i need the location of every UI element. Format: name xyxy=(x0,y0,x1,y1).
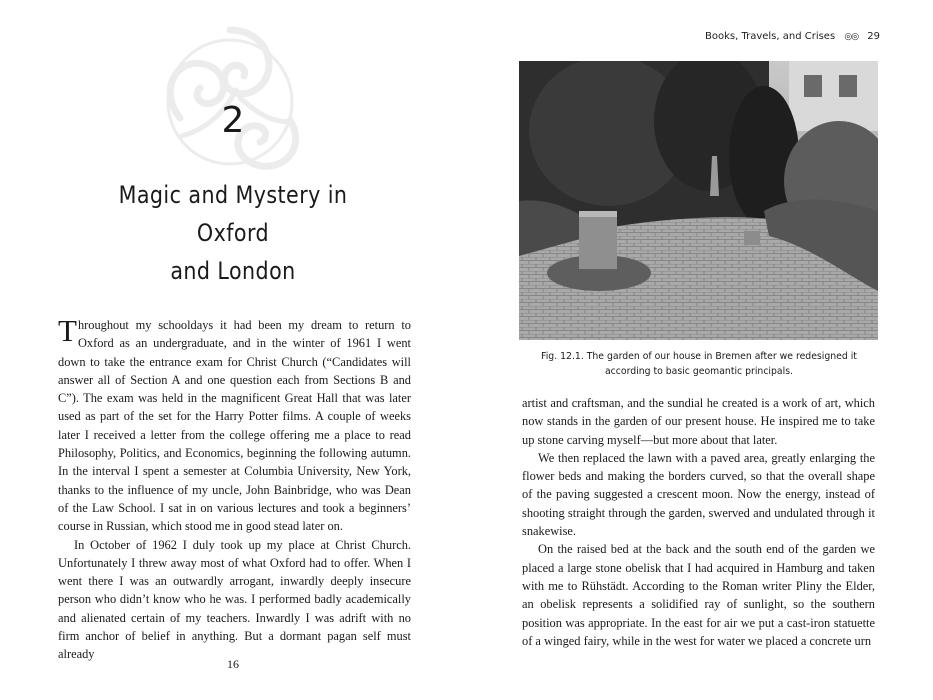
paragraph: artist and craftsman, and the sundial he created is a work of art, which now stands in the garden of our present house. He inspired me to take up stone carving myself—but more about that later. xyxy=(522,396,875,447)
spiral-ornament-icon: ◎◎ xyxy=(844,32,859,42)
chapter-title-line2: and London xyxy=(170,257,296,285)
paragraph: In October of 1962 I duly took up my place at Christ Church. Unfortunately I threw away most of what Oxford had to offer. When I went there I was an outwardly arrogant, inwardly deeply insecure person who didn’t know who he was. I performed badly academically and alienated certain of my teachers. Inwardly I was adrift with no firm anchor of belief in anything. But a dormant pagan self must already xyxy=(58,537,411,662)
caption-line1: Fig. 12.1. The garden of our house in Bremen after we redesigned it xyxy=(541,351,857,362)
page-number-right: 29 xyxy=(867,31,880,42)
right-body-text xyxy=(522,394,875,650)
garden-photo xyxy=(519,61,878,340)
paragraph-text: hroughout my schooldays it had been my dream to return to Oxford as an undergraduate, and in the winter of 1961 I went down to take the entrance exam for Christ Church (“Candidates will answer all of Section A and one question each from Sections B and C”). The exam was held in the magnificent Great Hall that was later used as part of the set for the Harry Potter films. A couple of weeks later I received a letter from the college offering me a place to read Philosophy, Politics, and Economics, beginning the following autumn. In the interval I spent a semester at Columbia University, New York, thanks to the influence of my uncle, John Bainbridge, who was Dean of the Law School. I sat in on various lectures and took a beginners’ course in Russian, which stood me in good stead later on. xyxy=(58,318,411,534)
drop-cap: T xyxy=(58,313,77,348)
page-number-left: 16 xyxy=(227,657,239,671)
running-head xyxy=(696,31,880,42)
paragraph: On the raised bed at the back and the south end of the garden we placed a large stone obelisk that I had acquired in Hamburg and taken with me to Rühstädt. According to the Roman writer Pliny the Elder, an obelisk represents a solidified ray of sunlight, so the southern position was appropriate. In the east for air we put a cast-iron statuette of a winged fairy, while in the west for water we placed a concrete urn xyxy=(522,542,875,648)
left-body-text xyxy=(58,313,411,664)
triskele-ornament-icon xyxy=(140,18,320,178)
paragraph: We then replaced the lawn with a paved area, greatly enlarging the flower beds and making the borders curved, so that the overall shape of the paving suggested a crescent moon. Now the energy, instead of shooting straight through the garden, swerved and undulated through it snakewise. xyxy=(522,450,875,539)
chapter-number: 2 xyxy=(221,100,245,141)
paragraph xyxy=(58,313,411,536)
chapter-title-line1: Magic and Mystery in Oxford xyxy=(118,181,348,247)
left-page xyxy=(0,0,466,700)
chapter-title xyxy=(84,176,382,290)
running-head-title: Books, Travels, and Crises xyxy=(704,31,836,42)
figure-caption xyxy=(522,349,876,379)
caption-line2: according to basic geomantic principals. xyxy=(604,366,793,377)
